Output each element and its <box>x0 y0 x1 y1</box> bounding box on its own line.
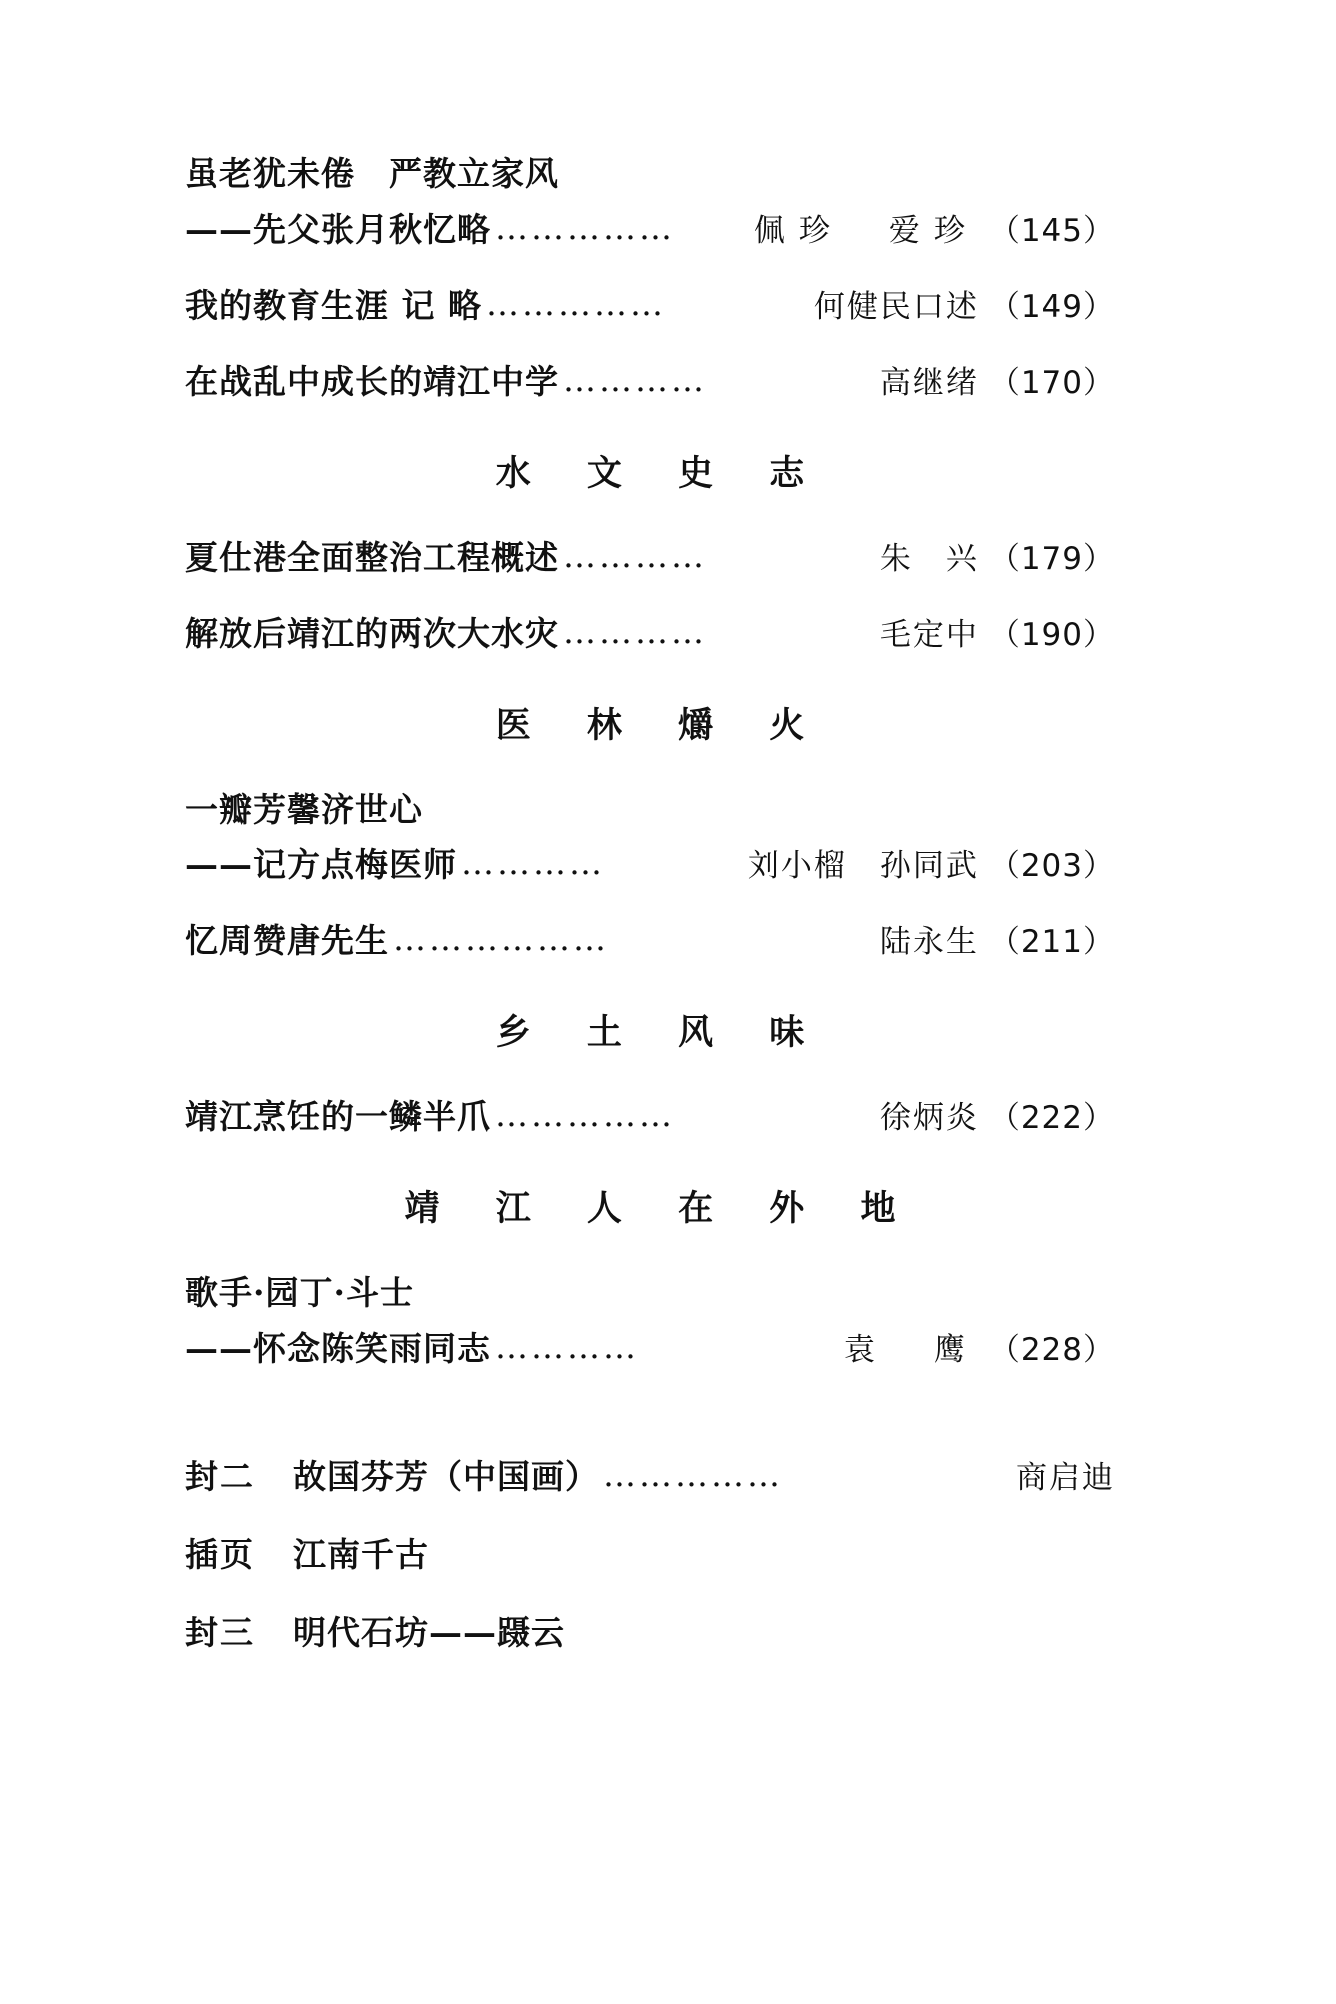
appendix-label: 封二 <box>185 1456 255 1496</box>
appendix-title: 故国芬芳（中国画） <box>293 1456 599 1496</box>
entry-page-number: （179） <box>988 540 1115 577</box>
entry-line <box>185 841 1115 889</box>
toc-entry[interactable] <box>185 150 1115 254</box>
entry-title: 忆周赞唐先生 <box>185 921 389 961</box>
entry-author: 袁 鹰 <box>843 1332 979 1369</box>
appendix-author: 商启迪 <box>1016 1459 1115 1496</box>
entry-subtitle: ——记方点梅医师 <box>185 845 457 885</box>
appendix-title: 江南千古 <box>293 1534 429 1574</box>
appendix-list <box>185 1453 1115 1657</box>
toc-entry[interactable] <box>185 358 1115 406</box>
entry-author: 刘小榴 孙同武 <box>747 848 979 885</box>
leader-dots: …………… <box>495 1095 675 1135</box>
entry-author: 毛定中 <box>879 616 979 653</box>
leader-dots: ………… <box>563 535 707 575</box>
entry-line <box>185 917 1115 965</box>
entry-title: 虽老犹未倦 严教立家风 <box>185 154 559 193</box>
entry-line <box>185 206 1115 254</box>
toc-container <box>185 150 1115 1657</box>
entry-line <box>185 282 1115 330</box>
entry-line <box>185 358 1115 406</box>
entry-title: 歌手·园丁·斗士 <box>185 1273 414 1313</box>
entry-page-number: （149） <box>988 288 1115 325</box>
entry-title: 在战乱中成长的靖江中学 <box>185 361 559 401</box>
toc-entry[interactable] <box>185 786 1115 890</box>
entry-line <box>185 1325 1115 1373</box>
leader-dots: ………… <box>563 611 707 651</box>
appendix-item[interactable] <box>185 1609 1115 1657</box>
leader-dots: ……………… <box>393 919 609 959</box>
entry-page-number: （170） <box>988 364 1115 401</box>
entry-title: 夏仕港全面整治工程概述 <box>185 537 559 577</box>
entry-subtitle: ——怀念陈笑雨同志 <box>185 1329 491 1369</box>
appendix-label: 封三 <box>185 1612 255 1652</box>
entry-author: 何健民口述 <box>813 288 979 325</box>
leader-dots: …………… <box>495 207 675 247</box>
entry-page-number: （145） <box>988 212 1115 249</box>
leader-dots: ………… <box>563 359 707 399</box>
entry-title: 解放后靖江的两次大水灾 <box>185 613 559 653</box>
entry-author: 徐炳炎 <box>879 1100 979 1137</box>
entry-author: 朱 兴 <box>879 540 979 577</box>
leader-dots: …………… <box>485 283 666 323</box>
entry-line <box>185 1093 1115 1141</box>
toc-entry[interactable] <box>185 917 1115 965</box>
entry-author: 陆永生 <box>879 924 979 961</box>
entry-title: 靖江烹饪的一鳞半爪 <box>185 1097 491 1137</box>
toc-entry[interactable] <box>185 1093 1115 1141</box>
section-heading-water-history: 水 文 史 志 <box>495 452 827 494</box>
section-heading-jingjiang-abroad: 靖 江 人 在 外 地 <box>404 1188 918 1230</box>
appendix-item[interactable] <box>185 1531 1115 1579</box>
leader-dots: …………… <box>603 1454 783 1494</box>
toc-entry[interactable] <box>185 610 1115 658</box>
section-heading-local-flavor: 乡 土 风 味 <box>495 1012 827 1054</box>
toc-entry[interactable] <box>185 1269 1115 1373</box>
toc-entry[interactable] <box>185 534 1115 582</box>
appendix-label: 插页 <box>185 1534 255 1574</box>
entry-page-number: （190） <box>988 616 1115 653</box>
entry-author: 高继绪 <box>879 364 979 401</box>
entry-title: 一瓣芳馨济世心 <box>185 789 423 829</box>
toc-entry[interactable] <box>185 282 1115 330</box>
leader-dots: ………… <box>461 843 605 883</box>
entry-page-number: （228） <box>988 1332 1115 1369</box>
entry-subtitle: ——先父张月秋忆略 <box>185 209 491 249</box>
entry-page-number: （222） <box>988 1100 1115 1137</box>
appendix-title: 明代石坊——蹑云 <box>293 1612 565 1652</box>
leader-dots: ………… <box>495 1327 639 1367</box>
entry-line <box>185 610 1115 658</box>
entry-author: 佩珍 爱珍 <box>753 212 979 249</box>
appendix-item[interactable] <box>185 1453 1115 1501</box>
entry-title: 我的教育生涯 记 略 <box>185 285 482 325</box>
entry-page-number: （203） <box>988 848 1115 885</box>
entry-line <box>185 534 1115 582</box>
entry-page-number: （211） <box>988 924 1115 961</box>
section-heading-medicine: 医 林 爝 火 <box>495 704 827 746</box>
